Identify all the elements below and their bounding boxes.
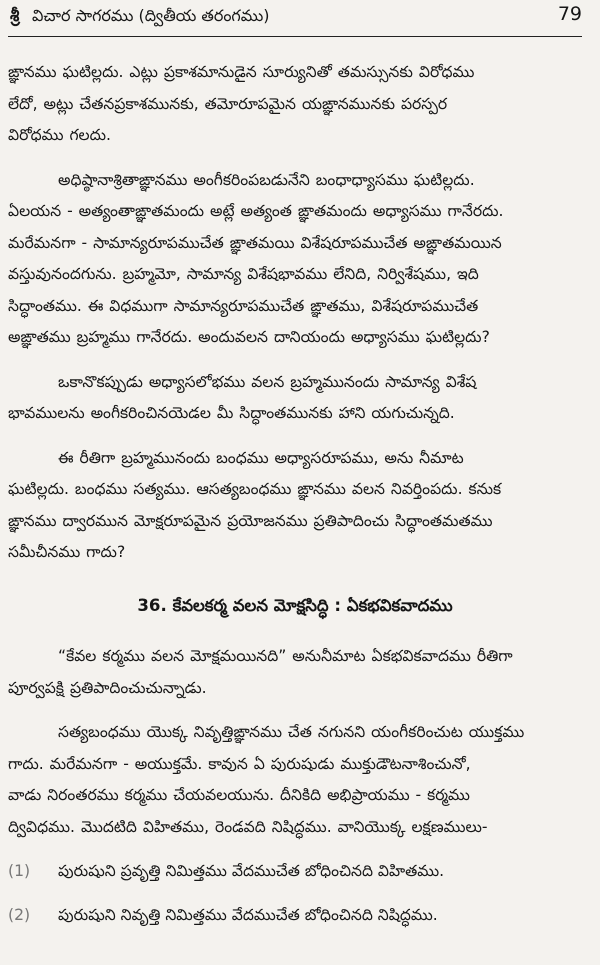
text-line: ద్వివిధము. మొదటిది విహితము, రెండవది నిషిద్ధము. వానియొక్క లక్షణములు- [8, 817, 488, 836]
paragraph-4 [8, 443, 582, 569]
page-body [8, 57, 582, 931]
page-number: 79 [557, 3, 582, 25]
text-line: అఙ్ఞాతము బ్రహ్మము గానేరదు. అందువలన దానియందు అధ్యాసము ఘటిల్లదు? [8, 328, 490, 346]
paragraph-2 [8, 165, 582, 354]
text-line: లేదో, అట్లు చేతనప్రకాశమునకు, తమోరూపమైన యఙ్ఞానమునకు పరస్పర [8, 94, 448, 113]
text-line: ఙ్ఞానము ద్వారమున మోక్షరూపమైన ప్రయోజనము ప్రతిపాదించు సిద్ధాంతమతము [8, 511, 493, 530]
text-line: గాదు. మరేమనగా - అయుక్తమే. కావున ఏ పురుషుడు ముక్తుడౌటనాశించునో, [8, 754, 471, 773]
paragraph-5 [8, 641, 582, 704]
list-item [8, 856, 582, 888]
text-line: సమీచీనము గాదు? [8, 543, 126, 561]
text-line: అధిష్ఠానాశ్రితాఙ్ఞానము అంగీకరింపబడునేని బంధాధ్యాసము ఘటిల్లదు. [58, 170, 475, 189]
list-text: పురుషుని ప్రవృత్తి నిమిత్తము వేదముచేత బోధించినది విహితము. [58, 862, 445, 880]
paragraph-6 [8, 717, 582, 843]
paragraph-1 [8, 57, 582, 152]
list-text: పురుషుని నివృత్తి నిమిత్తము వేదముచేత బోధించినది నిషిద్ధము. [58, 905, 438, 924]
text-line: సత్యబంధము యొక్క నివృత్తిఙ్ఞానము చేత నగునని యంగీకరించుట యుక్తము [58, 723, 525, 741]
list-number: (1) [8, 862, 31, 880]
sri-mark: శ్రీ [10, 6, 20, 26]
text-line: ఙ్ఞానము ఘటిల్లదు. ఎట్లు ప్రకాశమానుడైన సూర్యునితో తమస్సునకు విరోధము [8, 63, 475, 81]
text-line: భావములను అంగీకరించినయెడల మీ సిద్ధాంతమునకు హాని యగుచున్నది. [8, 404, 455, 422]
running-title: విచార సాగరము (ద్వితీయ తరంగము) [32, 6, 270, 25]
text-line: ఈ రీతిగా బ్రహ్మమునందు బంధము అధ్యాసరూపము, అను నీమాట [58, 448, 464, 467]
page-header [8, 0, 582, 37]
text-line: “కేవల కర్మము వలన మోక్షమయినది” అనునీమాట ఏకభవికవాదము రీతిగా [58, 647, 513, 665]
text-line: వస్తువునందగును. బ్రహ్మమో, సామాన్య విశేషభావము లేనిది, నిర్విశేషము, ఇది [8, 265, 479, 283]
list-item [8, 900, 582, 932]
list-number: (2) [8, 905, 31, 924]
text-line: పూర్వపక్షి ప్రతిపాదించుచున్నాడు. [8, 678, 207, 697]
section-heading: 36. కేవలకర్మ వలన మోక్షసిద్ధి : ఏకభవికవాదము [137, 595, 453, 615]
text-line: వాడు నిరంతరము కర్మము చేయవలయును. దీనికిది అభిప్రాయము - కర్మము [8, 786, 470, 804]
text-line: ఒకానొకప్పుడు అధ్యాసలోభము వలన బ్రహ్మమునందు సామాన్య విశేష [58, 372, 477, 391]
text-line: మరేమనగా - సామాన్యరూపముచేత ఙ్ఞాతమయి విశేషరూపముచేత అఙ్ఞాతమయిన [8, 233, 502, 252]
paragraph-3 [8, 367, 582, 430]
text-line: ఏలయన - అత్యంతాఙ్ఞాతమందు అట్లే అత్యంత ఙ్ఞాతమందు అధ్యాసము గానేరదు. [8, 202, 504, 220]
text-line: విరోధము గలదు. [8, 126, 111, 144]
text-line: ఘటిల్లదు. బంధము సత్యము. ఆసత్యబంధము ఙ్ఞానము వలన నివర్తింపదు. కనుక [8, 480, 502, 498]
text-line: సిద్ధాంతము. ఈ విధముగా సామాన్యరూపముచేత ఙ్ఞాతము, విశేషరూపముచేత [8, 296, 479, 315]
